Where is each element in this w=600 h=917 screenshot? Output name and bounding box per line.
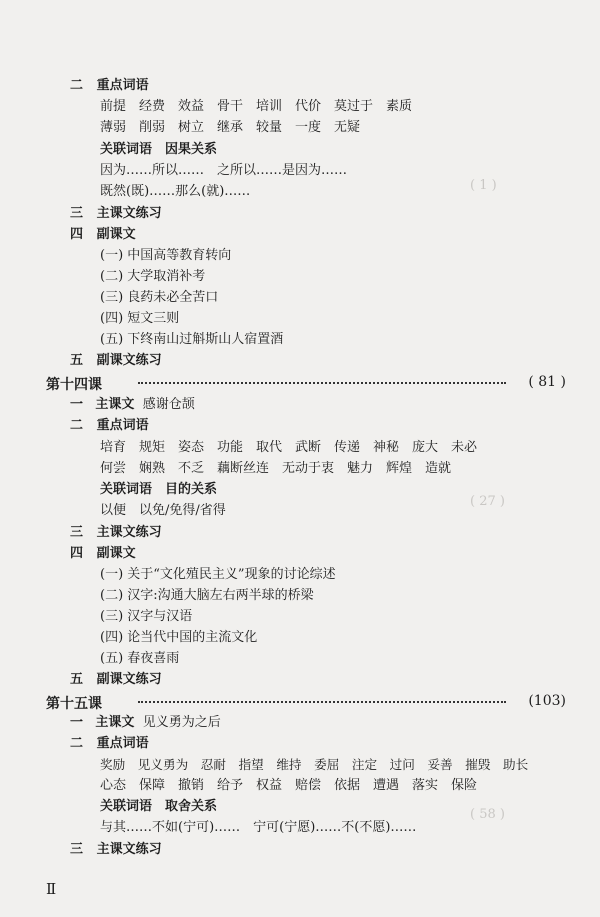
main-text-title[interactable]: 见义勇为之后 bbox=[142, 715, 221, 730]
section-title: 重点词语 bbox=[96, 78, 149, 93]
lesson-title[interactable]: 第十四课 bbox=[46, 377, 102, 393]
leader-dots bbox=[138, 382, 506, 384]
section-heading bbox=[70, 206, 162, 222]
toc-subitem[interactable]: (五) 下终南山过斛斯山人宿置酒 bbox=[100, 332, 284, 347]
connective-heading: 关联词语 目的关系 bbox=[100, 482, 218, 497]
toc-subitem[interactable]: (二) 大学取消补考 bbox=[100, 269, 206, 284]
connective-heading: 关联词语 取舍关系 bbox=[100, 799, 218, 814]
section-title: 副课文 bbox=[96, 227, 136, 242]
section-title: 主课文练习 bbox=[96, 842, 162, 857]
section-title: 主课文 bbox=[95, 715, 135, 730]
section-title: 副课文 bbox=[96, 546, 136, 561]
main-text-title[interactable]: 感谢仓颉 bbox=[142, 397, 195, 412]
section-number: 一 bbox=[70, 715, 84, 730]
section-title: 主课文练习 bbox=[96, 206, 162, 221]
section-title: 副课文练习 bbox=[96, 672, 162, 687]
vocab-row: 培育 规矩 姿态 功能 取代 武断 传递 神秘 庞大 未必 bbox=[100, 440, 478, 455]
toc-subitem[interactable]: (五) 春夜喜雨 bbox=[100, 651, 180, 666]
connective-row: 与其……不如(宁可)…… 宁可(宁愿)……不(不愿)…… bbox=[100, 820, 417, 835]
bleed-through: ( 58 ) bbox=[470, 807, 505, 822]
section-number: 四 bbox=[70, 227, 84, 242]
section-number: 二 bbox=[70, 736, 84, 751]
connective-row: 既然(既)……那么(就)…… bbox=[100, 184, 251, 199]
toc-subitem[interactable]: (一) 中国高等教育转向 bbox=[100, 248, 232, 263]
lesson-entry[interactable] bbox=[46, 693, 566, 713]
lesson-page-number[interactable]: (103) bbox=[528, 693, 566, 709]
section-heading bbox=[70, 842, 162, 858]
section-number: 五 bbox=[70, 672, 84, 687]
bleed-through: ( 27 ) bbox=[470, 494, 505, 509]
section-number: 二 bbox=[70, 418, 84, 433]
vocab-row: 前提 经费 效益 骨干 培训 代价 莫过于 素质 bbox=[100, 99, 413, 114]
vocab-row: 心态 保障 撤销 给予 权益 赔偿 依据 遭遇 落实 保险 bbox=[100, 778, 478, 793]
section-heading bbox=[70, 397, 195, 413]
section-heading bbox=[70, 78, 149, 94]
lesson-title[interactable]: 第十五课 bbox=[46, 696, 102, 712]
section-title: 主课文练习 bbox=[96, 525, 162, 540]
section-heading bbox=[70, 227, 136, 243]
toc-subitem[interactable]: (一) 关于“文化殖民主义”现象的讨论综述 bbox=[100, 567, 336, 582]
toc-subitem[interactable]: (三) 汉字与汉语 bbox=[100, 609, 193, 624]
page-number: Ⅱ bbox=[46, 880, 57, 898]
toc-subitem[interactable]: (三) 良药未必全苦口 bbox=[100, 290, 219, 305]
vocab-row: 何尝 娴熟 不乏 藕断丝连 无动于衷 魅力 辉煌 造就 bbox=[100, 461, 452, 476]
section-number: 三 bbox=[70, 525, 84, 540]
toc-subitem[interactable]: (四) 论当代中国的主流文化 bbox=[100, 630, 258, 645]
section-number: 一 bbox=[70, 397, 84, 412]
lesson-page-number[interactable]: ( 81 ) bbox=[528, 374, 566, 390]
toc-subitem[interactable]: (二) 汉字:沟通大脑左右两半球的桥梁 bbox=[100, 588, 314, 603]
section-number: 二 bbox=[70, 78, 84, 93]
section-number: 三 bbox=[70, 842, 84, 857]
section-title: 主课文 bbox=[95, 397, 135, 412]
vocab-row: 薄弱 削弱 树立 继承 较量 一度 无疑 bbox=[100, 120, 361, 135]
connective-heading: 关联词语 因果关系 bbox=[100, 142, 218, 157]
section-title: 重点词语 bbox=[96, 418, 149, 433]
section-number: 五 bbox=[70, 353, 84, 368]
leader-dots bbox=[138, 701, 506, 703]
section-heading bbox=[70, 525, 162, 541]
lesson-entry[interactable] bbox=[46, 374, 566, 394]
toc-subitem[interactable]: (四) 短文三则 bbox=[100, 311, 180, 326]
section-title: 重点词语 bbox=[96, 736, 149, 751]
section-heading bbox=[70, 353, 162, 369]
section-heading bbox=[70, 672, 162, 688]
section-heading bbox=[70, 715, 221, 731]
section-heading bbox=[70, 736, 149, 752]
section-number: 四 bbox=[70, 546, 84, 561]
section-title: 副课文练习 bbox=[96, 353, 162, 368]
connective-row: 因为……所以…… 之所以……是因为…… bbox=[100, 163, 348, 178]
connective-row: 以便 以免/免得/省得 bbox=[100, 503, 226, 518]
section-heading bbox=[70, 546, 136, 562]
section-heading bbox=[70, 418, 149, 434]
section-number: 三 bbox=[70, 206, 84, 221]
vocab-row: 奖励 见义勇为 忍耐 指望 维持 委屈 注定 过问 妥善 摧毁 助长 bbox=[100, 757, 529, 772]
bleed-through: ( 1 ) bbox=[470, 178, 497, 193]
